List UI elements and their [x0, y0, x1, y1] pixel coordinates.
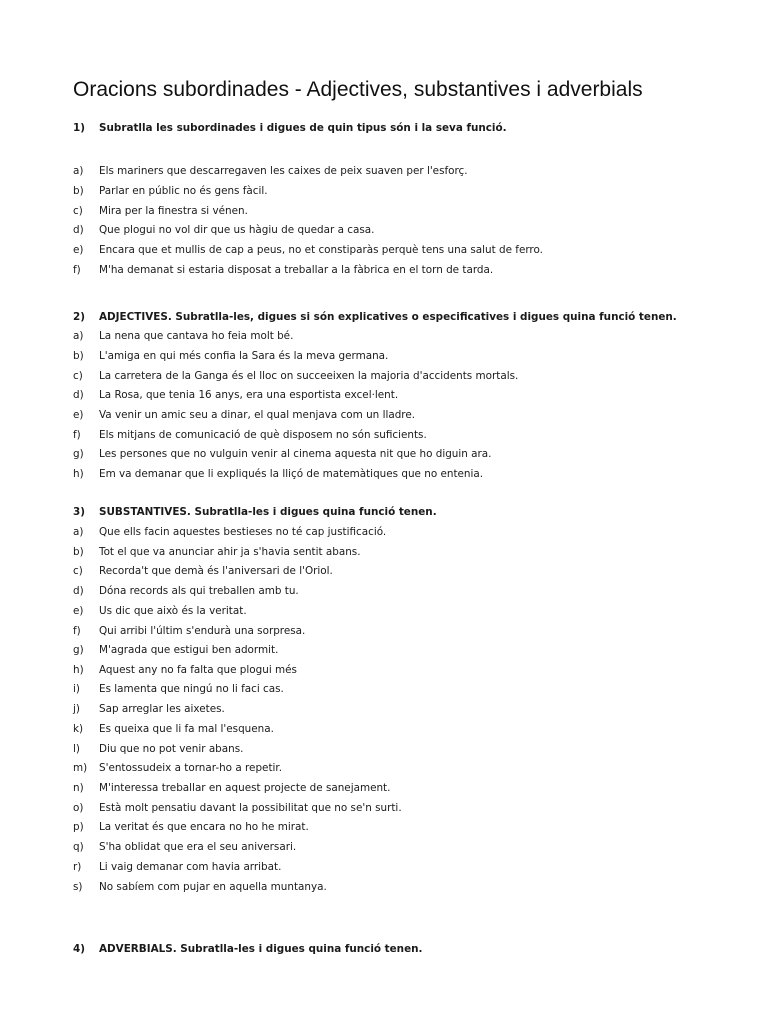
item-sentence: Recorda't que demà és l'aniversari de l'Oriol.	[99, 565, 333, 577]
item-label: c)	[73, 205, 83, 217]
item-label: n)	[73, 782, 84, 794]
item-sentence: M'agrada que estigui ben adormit.	[99, 644, 279, 656]
item-sentence: Va venir un amic seu a dinar, el qual menjava com un lladre.	[99, 409, 416, 421]
item-label: g)	[73, 448, 84, 460]
item-sentence: Qui arribi l'últim s'endurà una sorpresa.	[99, 625, 306, 637]
item-sentence: S'ha oblidat que era el seu aniversari.	[99, 841, 297, 853]
item-sentence: Les persones que no vulguin venir al cinema aquesta nit que ho diguin ara.	[99, 448, 492, 460]
item-sentence: La veritat és que encara no ho he mirat.	[99, 821, 309, 833]
item-label: m)	[73, 762, 88, 774]
item-label: b)	[73, 350, 84, 362]
item-label: o)	[73, 802, 84, 814]
item-label: f)	[73, 429, 81, 441]
item-label: c)	[73, 565, 83, 577]
item-sentence: Em va demanar que li expliqués la lliçó de matemàtiques que no entenia.	[99, 468, 484, 480]
section-number: 1)	[73, 122, 85, 134]
item-sentence: M'interessa treballar en aquest projecte de sanejament.	[99, 782, 391, 794]
item-sentence: Dóna records als qui treballen amb tu.	[99, 585, 299, 597]
item-label: j)	[73, 703, 80, 715]
item-label: d)	[73, 224, 84, 236]
item-label: e)	[73, 409, 84, 421]
item-label: b)	[73, 546, 84, 558]
item-label: q)	[73, 841, 84, 853]
section-instruction: SUBSTANTIVES. Subratlla-les i digues quina funció tenen.	[99, 506, 437, 518]
item-sentence: Aquest any no fa falta que plogui més	[99, 664, 297, 676]
page-title: Oracions subordinades - Adjectives, substantives i adverbials	[73, 78, 643, 101]
item-sentence: Li vaig demanar com havia arribat.	[99, 861, 282, 873]
item-sentence: Parlar en públic no és gens fàcil.	[99, 185, 268, 197]
item-label: f)	[73, 264, 81, 276]
item-label: s)	[73, 881, 83, 893]
item-sentence: Us dic que això és la veritat.	[99, 605, 247, 617]
item-sentence: Mira per la finestra si vénen.	[99, 205, 248, 217]
item-sentence: Que plogui no vol dir que us hàgiu de quedar a casa.	[99, 224, 375, 236]
section-number: 4)	[73, 943, 85, 955]
item-sentence: Els mariners que descarregaven les caixes de peix suaven per l'esforç.	[99, 165, 468, 177]
item-label: r)	[73, 861, 82, 873]
item-label: f)	[73, 625, 81, 637]
section-instruction: ADJECTIVES. Subratlla-les, digues si són explicatives o especificatives i digues quina funció tenen.	[99, 311, 677, 323]
section-instruction: Subratlla les subordinades i digues de quin tipus són i la seva funció.	[99, 122, 507, 134]
item-sentence: L'amiga en qui més confia la Sara és la meva germana.	[99, 350, 389, 362]
item-label: d)	[73, 389, 84, 401]
item-label: l)	[73, 743, 80, 755]
item-sentence: Tot el que va anunciar ahir ja s'havia sentit abans.	[99, 546, 361, 558]
item-sentence: Està molt pensatiu davant la possibilitat que no se'n surti.	[99, 802, 402, 814]
item-sentence: La Rosa, que tenia 16 anys, era una esportista excel·lent.	[99, 389, 399, 401]
item-label: h)	[73, 468, 84, 480]
item-sentence: Es queixa que li fa mal l'esquena.	[99, 723, 274, 735]
item-sentence: La nena que cantava ho feia molt bé.	[99, 330, 294, 342]
item-label: a)	[73, 330, 84, 342]
item-label: p)	[73, 821, 84, 833]
item-label: g)	[73, 644, 84, 656]
item-sentence: M'ha demanat si estaria disposat a treballar a la fàbrica en el torn de tarda.	[99, 264, 494, 276]
item-sentence: Els mitjans de comunicació de què disposem no són suficients.	[99, 429, 427, 441]
item-label: b)	[73, 185, 84, 197]
item-label: i)	[73, 683, 80, 695]
section-number: 2)	[73, 311, 85, 323]
item-sentence: Es lamenta que ningú no li faci cas.	[99, 683, 284, 695]
item-sentence: No sabíem com pujar en aquella muntanya.	[99, 881, 327, 893]
item-label: d)	[73, 585, 84, 597]
item-sentence: S'entossudeix a tornar-ho a repetir.	[99, 762, 283, 774]
section-number: 3)	[73, 506, 85, 518]
item-sentence: Que ells facin aquestes bestieses no té cap justificació.	[99, 526, 387, 538]
item-label: a)	[73, 526, 84, 538]
item-sentence: Encara que et mullis de cap a peus, no et constiparàs perquè tens una salut de ferro.	[99, 244, 543, 256]
item-sentence: Diu que no pot venir abans.	[99, 743, 244, 755]
item-label: k)	[73, 723, 84, 735]
item-label: e)	[73, 605, 84, 617]
section-instruction: ADVERBIALS. Subratlla-les i digues quina funció tenen.	[99, 943, 423, 955]
item-label: a)	[73, 165, 84, 177]
item-sentence: Sap arreglar les aixetes.	[99, 703, 225, 715]
item-label: e)	[73, 244, 84, 256]
item-sentence: La carretera de la Ganga és el lloc on succeeixen la majoria d'accidents mortals.	[99, 370, 519, 382]
item-label: c)	[73, 370, 83, 382]
item-label: h)	[73, 664, 84, 676]
